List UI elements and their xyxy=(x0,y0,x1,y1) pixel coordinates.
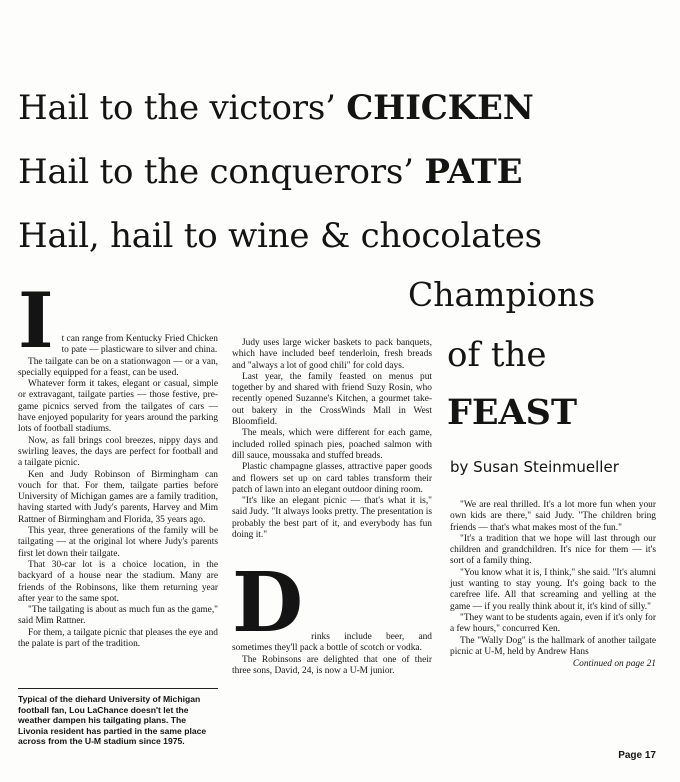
headline-line-1-bold: CHICKEN xyxy=(346,88,534,128)
paragraph: The Robinsons are delighted that one of their three sons, David, 24, is now a U-M junior. xyxy=(232,654,432,676)
article-column-3 xyxy=(450,500,656,670)
byline: by Susan Steinmueller xyxy=(450,458,619,476)
article-column-1 xyxy=(18,276,218,650)
article-column-2-continued xyxy=(232,555,432,677)
continued-on-page: Continued on page 21 xyxy=(572,659,656,670)
paragraph: Judy uses large wicker baskets to pack banquets, which have included beef tenderloin, fresh breads and "always a lot of good chili" for cold days. xyxy=(232,338,432,371)
headline-line-3-text: Hail, hail to wine & chocolates xyxy=(18,216,542,256)
paragraph: For them, a tailgate picnic that pleases the eye and the palate is part of the tradition. xyxy=(18,627,218,650)
deck-line-1: Champions xyxy=(408,275,596,314)
headline-line-2-bold: PATE xyxy=(424,152,523,192)
paragraph: Ken and Judy Robinson of Birmingham can vouch for that. For them, tailgate parties before University of Michigan games are a family tradition, having started with Judy's parents, Harvey and Mim Rattner of Birmingham and Florida, 35 years ago. xyxy=(18,469,218,525)
headline-line-2-text: Hail to the conquerors’ xyxy=(18,152,425,192)
deck-line-3: FEAST xyxy=(447,392,578,433)
page-number: Page 17 xyxy=(618,750,656,761)
paragraph: Plastic champagne glasses, attractive paper goods and flowers set up on card tables transform their patch of lawn into an elegant outdoor dining room. xyxy=(232,462,432,495)
drop-cap-i: I xyxy=(18,276,54,365)
paragraph: "You know what it is, I think," she said. "It's alumni just wanting to stay young. It's going back to the carefree life. All that screaming and yelling at the game — if you really think about it, it's kind of silly." xyxy=(450,567,656,612)
paragraph: "We are real thrilled. It's a lot more fun when your own kids are there," said Judy. "The children bring friends — that's what makes most of the fun." xyxy=(450,500,656,533)
paragraph: "They want to be students again, even if it's only for a few hours," concurred Ken. xyxy=(450,612,656,635)
headline-line-1 xyxy=(18,88,670,128)
paragraph: Last year, the family feasted on menus put together by and shared with friend Suzy Rosin, who recently opened Suzanne's Kitchen, a gourmet take-out bakery in the CrossWinds Mall in West Bloomfield. xyxy=(232,371,432,428)
deck-line-2: of the xyxy=(447,335,547,375)
headline-line-2 xyxy=(18,152,670,192)
headline-line-1-text: Hail to the victors’ xyxy=(18,88,347,128)
paragraph: The tailgate can be on a stationwagon — or a van, specially equipped for a feast, can be used. xyxy=(18,356,218,378)
paragraph: The meals, which were different for each game, included rolled spinach pies, poached salmon with dill sauce, moussaka and stuffed breads. xyxy=(232,428,432,461)
paragraph: This year, three generations of the family will be tailgating — at the original lot where Judy's parents first let down their tailgate. xyxy=(18,526,218,559)
paragraph: rinks include beer, and sometimes they'll pack a bottle of scotch or vodka. xyxy=(232,632,432,654)
paragraph: Whatever form it takes, elegant or casual, simple or extravagant, tailgate parties — those festive, pre-game picnics served from the tailgates of cars — have enjoyed popularity for years around the parking lots of football stadiums. xyxy=(18,379,218,435)
paragraph: "It's like an elegant picnic — that's what it is," said Judy. "It always looks pretty. The presentation is probably the best part of it, and everybody has fun doing it." xyxy=(232,496,432,541)
paragraph: That 30-car lot is a choice location, in the backyard of a house near the stadium. Many are friends of the Robinsons, like them returning year after year to the same spot. xyxy=(18,559,218,604)
photo-caption: Typical of the diehard University of Michigan football fan, Lou LaChance doesn't let the weather dampen his tailgating plans. The Livonia resident has partied in the same place across from the U-M stadium since 1975. xyxy=(18,688,218,747)
headline-line-3 xyxy=(18,216,670,256)
paragraph: The "Wally Dog" is the hallmark of another tailgate picnic at U-M, held by Andrew Hans xyxy=(450,635,656,657)
article-column-2 xyxy=(232,338,432,541)
drop-cap-d: D xyxy=(232,555,304,651)
paragraph: "The tailgating is about as much fun as the game," said Mim Rattner. xyxy=(18,605,218,627)
paragraph: t can range from Kentucky Fried Chicken to pate — plasticware to silver and china. xyxy=(61,334,218,356)
paragraph: Now, as fall brings cool breezes, nippy days and swirling leaves, the days are perfect for football and a tailgate picnic. xyxy=(18,435,218,469)
paragraph: "It's a tradition that we hope will last through our children and grandchildren. It's nice for them — it's sort of a family thing. xyxy=(450,533,656,567)
